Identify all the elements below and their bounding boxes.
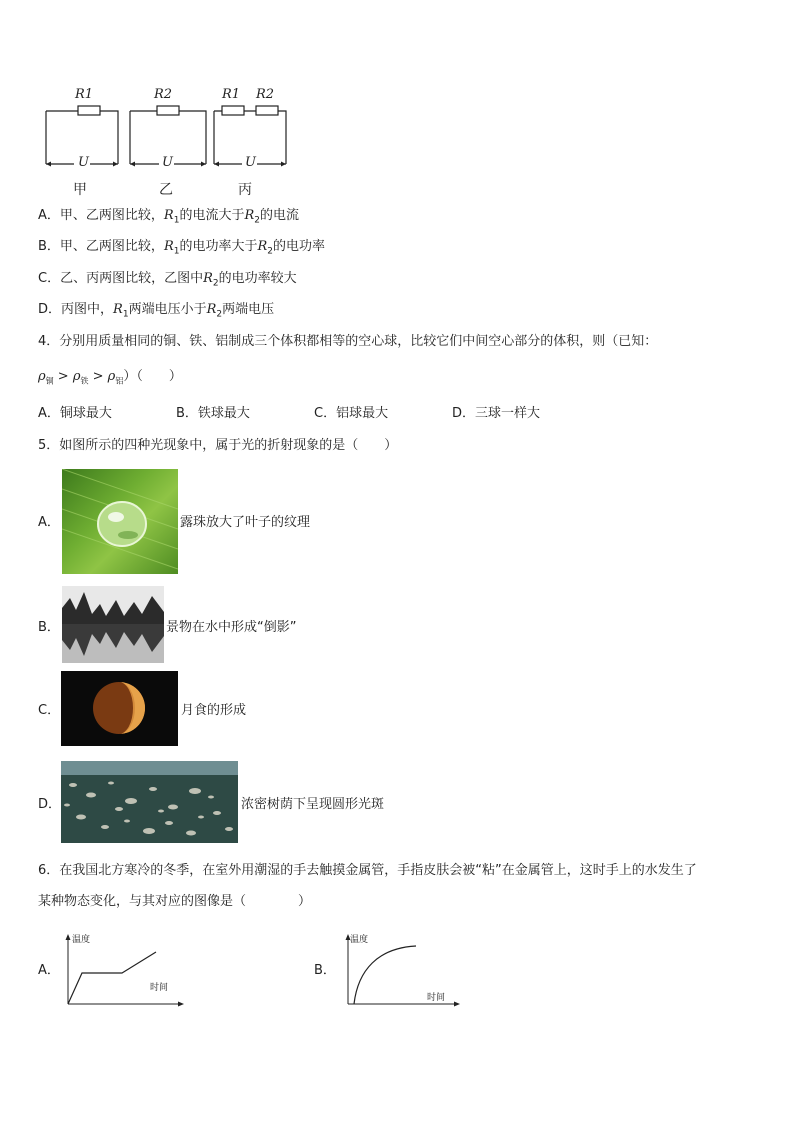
q5-option-c-text[interactable]: 月食的形成 [181, 703, 247, 718]
caption-bing: 丙 [238, 182, 252, 198]
q6-graph-a-ylabel: 温度 [72, 935, 91, 945]
reflection-image [62, 586, 164, 663]
voltage-label: U [78, 155, 89, 170]
q4-stem: 4．分别用质量相同的铜、铁、铝制成三个体积都相等的空心球，比较它们中间空心部分的体积，则（已知： [38, 334, 658, 349]
lunar-eclipse-image [61, 671, 178, 746]
q5-option-b-letter[interactable]: B． [38, 620, 60, 635]
caption-jia: 甲 [73, 182, 87, 198]
q5-option-a-text[interactable]: 露珠放大了叶子的纹理 [180, 515, 311, 530]
light-spots-icon [61, 761, 238, 843]
voltage-label: U [245, 155, 256, 170]
q6-graph-a-xlabel: 时间 [150, 983, 169, 993]
label-r1: R1 [75, 87, 94, 102]
q6-graph-b-xlabel: 时间 [427, 993, 446, 1003]
q3-option-b[interactable]: B．甲、乙两图比较，$R_1$的电功率大于$R_2$的电功率 [38, 239, 326, 257]
resistor-r1 [78, 106, 100, 115]
q4-option-d[interactable]: D．三球一样大 [452, 406, 541, 421]
q3-option-d[interactable]: D．丙图中，$R_1$两端电压小于$R_2$两端电压 [38, 302, 275, 320]
q6-option-a-letter[interactable]: A． [38, 963, 60, 978]
q4-option-c[interactable]: C．铝球最大 [314, 406, 389, 421]
q5-stem: 5．如图所示的四种光现象中，属于光的折射现象的是（ ） [38, 438, 398, 453]
label-r2-series: R2 [256, 87, 275, 102]
q3-option-a[interactable]: A．甲、乙两图比较，$R_1$的电流大于$R_2$的电流 [38, 208, 300, 226]
q4-option-b[interactable]: B．铁球最大 [176, 406, 250, 421]
dewdrop-icon [62, 469, 178, 574]
mountain-reflection-icon [62, 586, 164, 663]
q6-graph-b-ylabel: 温度 [350, 935, 369, 945]
q4-formula: $\rho_铜 > \rho_铁 > \rho_铝$）（ ） [38, 369, 182, 386]
q5-option-d-text[interactable]: 浓密树荫下呈现圆形光斑 [241, 797, 385, 812]
q4-option-a[interactable]: A．铜球最大 [38, 406, 112, 421]
q3-option-c[interactable]: C．乙、丙两图比较，乙图中$R_2$的电功率较大 [38, 271, 297, 289]
q5-option-b-text[interactable]: 景物在水中形成“倒影” [166, 620, 297, 635]
light-spots-image [61, 761, 238, 843]
q5-option-d-letter[interactable]: D． [38, 797, 62, 812]
moon-icon [61, 671, 178, 746]
label-r1-series: R1 [222, 87, 241, 102]
q5-option-c-letter[interactable]: C． [38, 703, 61, 718]
q6-option-b-letter[interactable]: B． [314, 963, 336, 978]
caption-yi: 乙 [159, 182, 173, 198]
label-r2: R2 [154, 87, 173, 102]
dewdrop-leaf-image [62, 469, 178, 574]
resistor-r2 [157, 106, 179, 115]
voltage-label: U [162, 155, 173, 170]
q6-stem-line1: 6．在我国北方寒冷的冬季，在室外用潮湿的手去触摸金属管，手指皮肤会被“粘”在金属管上，这时手上的水发生了 [38, 863, 697, 878]
q6-stem-line2: 某种物态变化，与其对应的图像是（ ） [38, 894, 312, 909]
q5-option-a-letter[interactable]: A． [38, 515, 60, 530]
